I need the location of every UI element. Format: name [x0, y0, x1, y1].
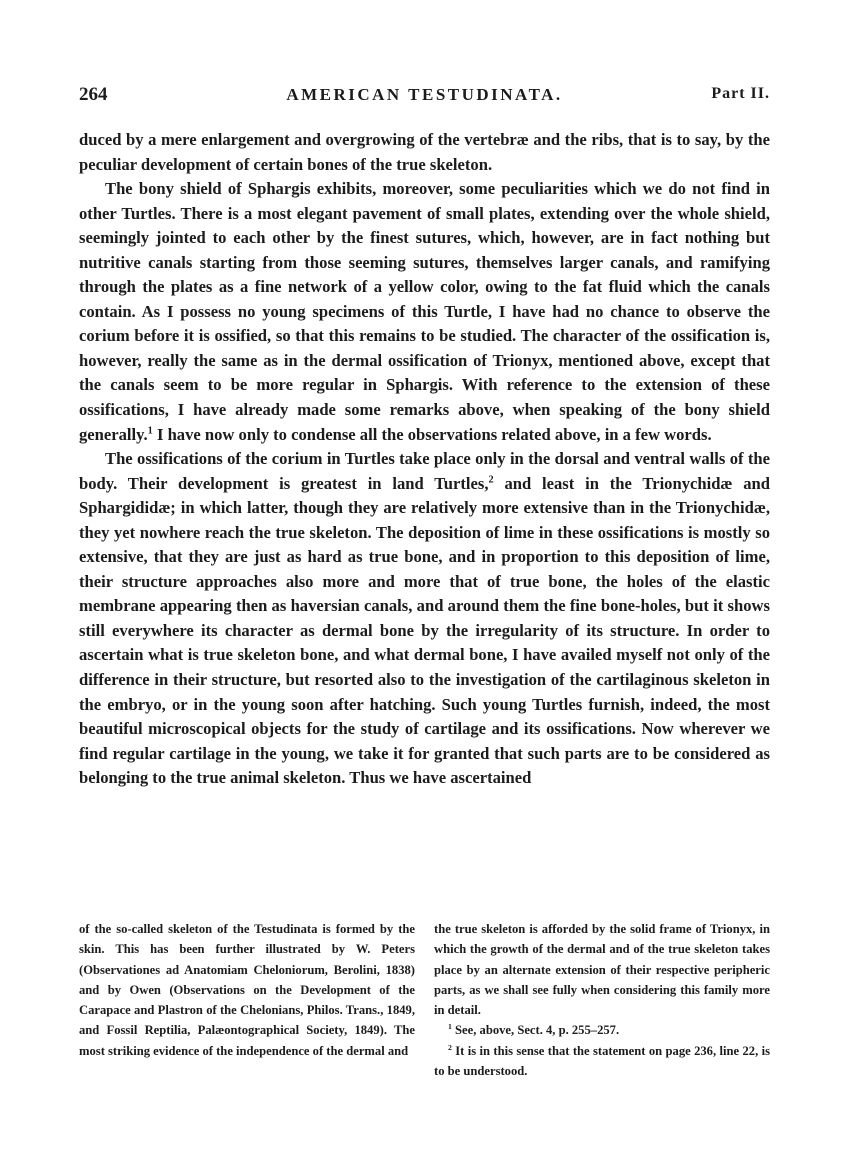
footnote-2 — [434, 1041, 770, 1082]
page-number: 264 — [79, 84, 108, 105]
paragraph-2-end: I have now only to condense all the observations related above, in a few words. — [152, 424, 712, 444]
footnote-continued: of the so-called skeleton of the Testudinata is formed by the skin. This has been further illustrated by W. Peters (Observationes ad Anatomiam Cheloniorum, Berolini, 1838) and by Owen (Observations on the Development of the Carapace and Plastron of the Chelonians, Philos. Trans., 1849, and Fossil Reptilia, Palæontographical Society, 1849). The most striking evidence of the independence of the dermal and — [79, 922, 415, 1058]
paragraph-continued — [79, 128, 770, 177]
paragraph-1-text: duced by a mere enlargement and overgrowing of the vertebræ and the ribs, that is to say, by the peculiar development of certain bones of the true skeleton. — [79, 130, 770, 174]
footnote-2-mark: 2 — [448, 1042, 452, 1052]
footnotes — [79, 919, 770, 1081]
part-label: Part II. — [711, 85, 770, 102]
paragraph-corium-ossifications — [79, 447, 770, 791]
running-header — [79, 84, 770, 110]
footnote-continued-right: the true skeleton is afforded by the solid frame of Trionyx, in which the growth of the dermal and of the true skeleton takes place by an alternate extension of their respective peripheric parts, as we shall see fully when considering this family more in detail. — [434, 922, 770, 1018]
footnote-2-text: It is in this sense that the statement on page 236, line 22, is to be understood. — [434, 1043, 770, 1079]
footnote-column-left — [79, 919, 415, 1081]
paragraph-3-rest: and least in the Trionychidæ and Sphargididæ; in which latter, though they are relatively more extensive than in the Trionychidæ, they yet nowhere reach the true skeleton. The deposition of lime in these ossifications is mostly so extensive, that they are just as hard as true bone, and in proportion to this deposition of lime, their structure approaches also more and more that of true bone, the holes of the elastic membrane appearing then as haversian canals, and around them the fine bone-holes, but it shows still everywhere its character as dermal bone by the irregularity of its structure. In order to ascertain what is true skeleton bone, and what dermal bone, I have availed myself not only of the difference in their structure, but resorted also to the investigation of the cartilaginous skeleton in the embryo, or in the young soon after hatching. Such young Turtles furnish, indeed, the most beautiful microscopical objects for the study of cartilage and its ossifications. Now wherever we find regular cartilage in the young, we take it for granted that such parts are to be considered as belonging to the true animal skeleton. Thus we have ascertained — [79, 473, 770, 788]
footnote-1 — [434, 1020, 770, 1040]
paragraph-sphargis-shield — [79, 177, 770, 447]
footnote-1-mark: 1 — [448, 1022, 452, 1032]
paragraph-3-start: The ossifications of the corium in Turtles take place only in the dorsal and ventral walls of the body. Their development is greatest in land Turtles, — [79, 449, 770, 493]
footnote-ref-2: 2 — [488, 474, 494, 486]
running-title: AMERICAN TESTUDINATA. — [286, 85, 563, 104]
footnote-column-right — [434, 919, 770, 1081]
body-text — [79, 128, 770, 791]
footnote-ref-1: 1 — [147, 425, 153, 437]
footnote-1-text: See, above, Sect. 4, p. 255–257. — [451, 1023, 620, 1038]
paragraph-2-text: The bony shield of Sphargis exhibits, moreover, some peculiarities which we do not find in other Turtles. There is a most elegant pavement of small plates, extending over the whole shield, seemingly jointed to each other by the finest sutures, which, however, are in fact nothing but nutritive canals starting from those seeming sutures, themselves larger canals, and ramifying through the plates as a fine network of a yellow color, owing to the fat fluid which the canals contain. As I possess no young specimens of this Turtle, I have had no chance to observe the corium before it is ossified, so that this remains to be studied. The character of the ossification is, however, really the same as in the dermal ossification of Trionyx, mentioned above, except that the canals seem to be more regular in Sphargis. With reference to the extension of these ossifications, I have already made some remarks above, when speaking of the bony shield generally. — [79, 179, 770, 444]
